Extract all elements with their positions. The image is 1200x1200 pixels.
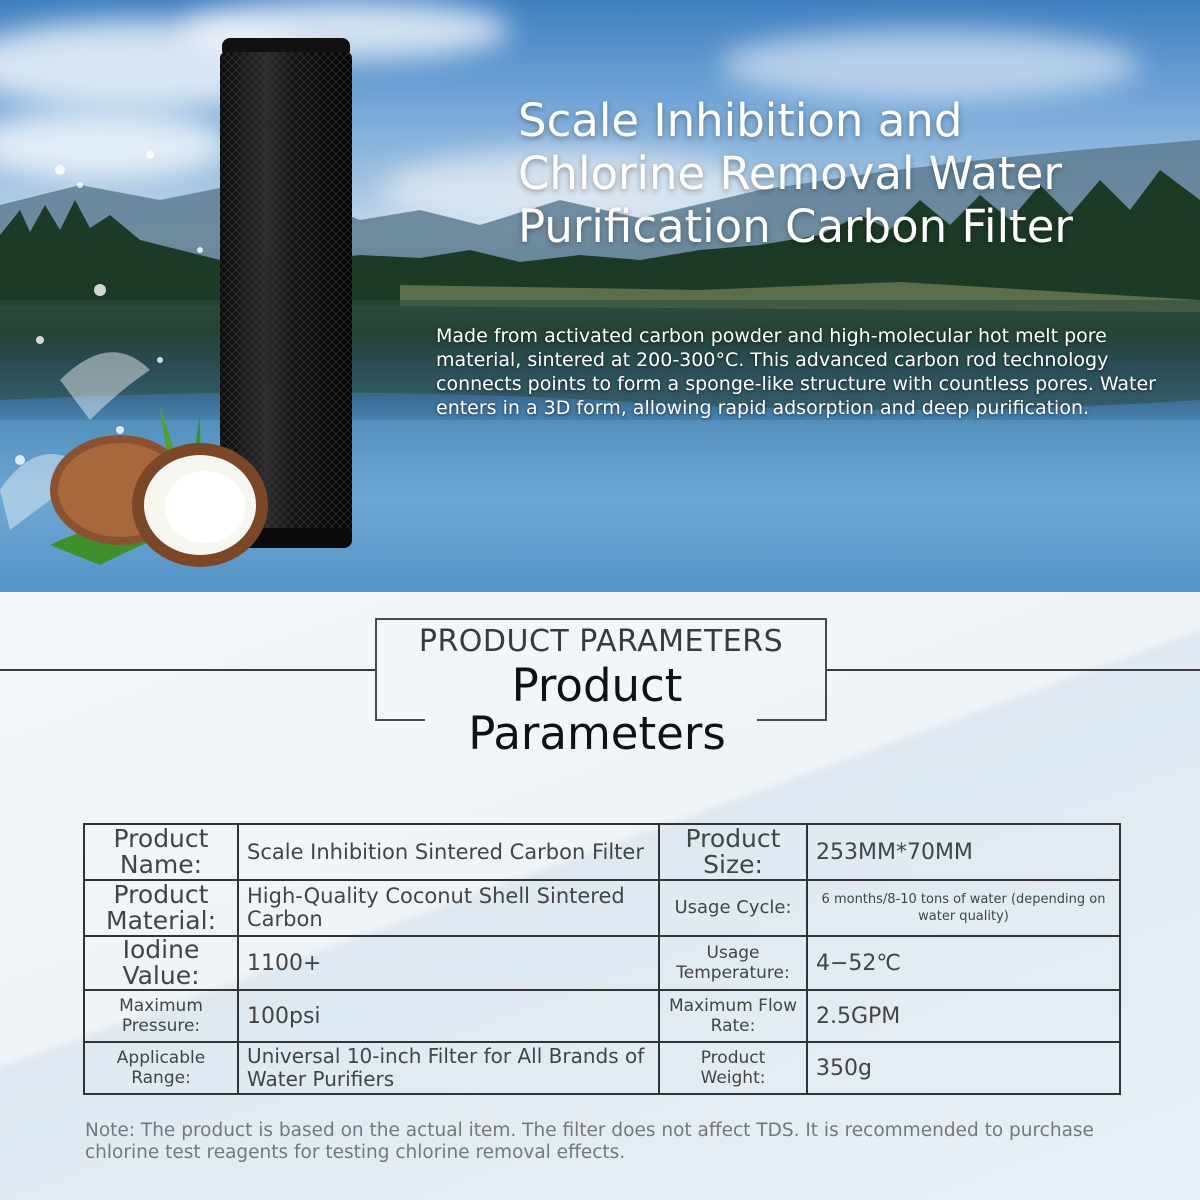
param-label: Product Name:	[84, 824, 238, 880]
section-title: Product Parameters	[468, 659, 726, 760]
table-row	[84, 880, 1120, 936]
hero-description: Made from activated carbon powder and high-molecular hot melt pore material, sintered at 200-300°C. This advanced carbon rod technology connects points to form a sponge-like structure with countless pores. Water enters in a 3D form, allowing rapid adsorption and deep purification.	[436, 325, 1156, 419]
param-label: Product Weight:	[659, 1042, 807, 1094]
param-label: Iodine Value:	[84, 936, 238, 990]
table-row	[84, 1042, 1120, 1094]
param-value: 253MM*70MM	[807, 824, 1120, 880]
table-row	[84, 990, 1120, 1042]
footnote: Note: The product is based on the actual item. The filter does not affect TDS. It is recommended to purchase chlorine test reagents for testing chlorine removal effects.	[85, 1120, 1094, 1163]
hero-title: Scale Inhibition and Chlorine Removal Water Purification Carbon Filter	[518, 94, 1073, 253]
param-label: Applicable Range:	[84, 1042, 238, 1094]
param-label: Usage Temperature:	[659, 936, 807, 990]
param-label: Maximum Pressure:	[84, 990, 238, 1042]
param-label: Maximum Flow Rate:	[659, 990, 807, 1042]
param-value: 6 months/8-10 tons of water (depending on water quality)	[807, 880, 1120, 936]
param-value: 2.5GPM	[807, 990, 1120, 1042]
param-value: Universal 10-inch Filter for All Brands of Water Purifiers	[238, 1042, 659, 1094]
param-value: 4−52℃	[807, 936, 1120, 990]
coconut-illustration	[40, 395, 280, 575]
table-row	[84, 824, 1120, 880]
param-label: Usage Cycle:	[659, 880, 807, 936]
param-value: Scale Inhibition Sintered Carbon Filter	[238, 824, 659, 880]
divider-right	[827, 669, 1200, 671]
hero-banner	[0, 0, 1200, 592]
divider-left	[0, 669, 375, 671]
param-value: 1100+	[238, 936, 659, 990]
table-row	[84, 936, 1120, 990]
param-value: 350g	[807, 1042, 1120, 1094]
section-eyebrow: PRODUCT PARAMETERS	[418, 624, 784, 659]
param-label: Product Material:	[84, 880, 238, 936]
param-value: 100psi	[238, 990, 659, 1042]
param-value: High-Quality Coconut Shell Sintered Carbon	[238, 880, 659, 936]
parameters-table	[83, 823, 1121, 1095]
param-label: Product Size:	[659, 824, 807, 880]
